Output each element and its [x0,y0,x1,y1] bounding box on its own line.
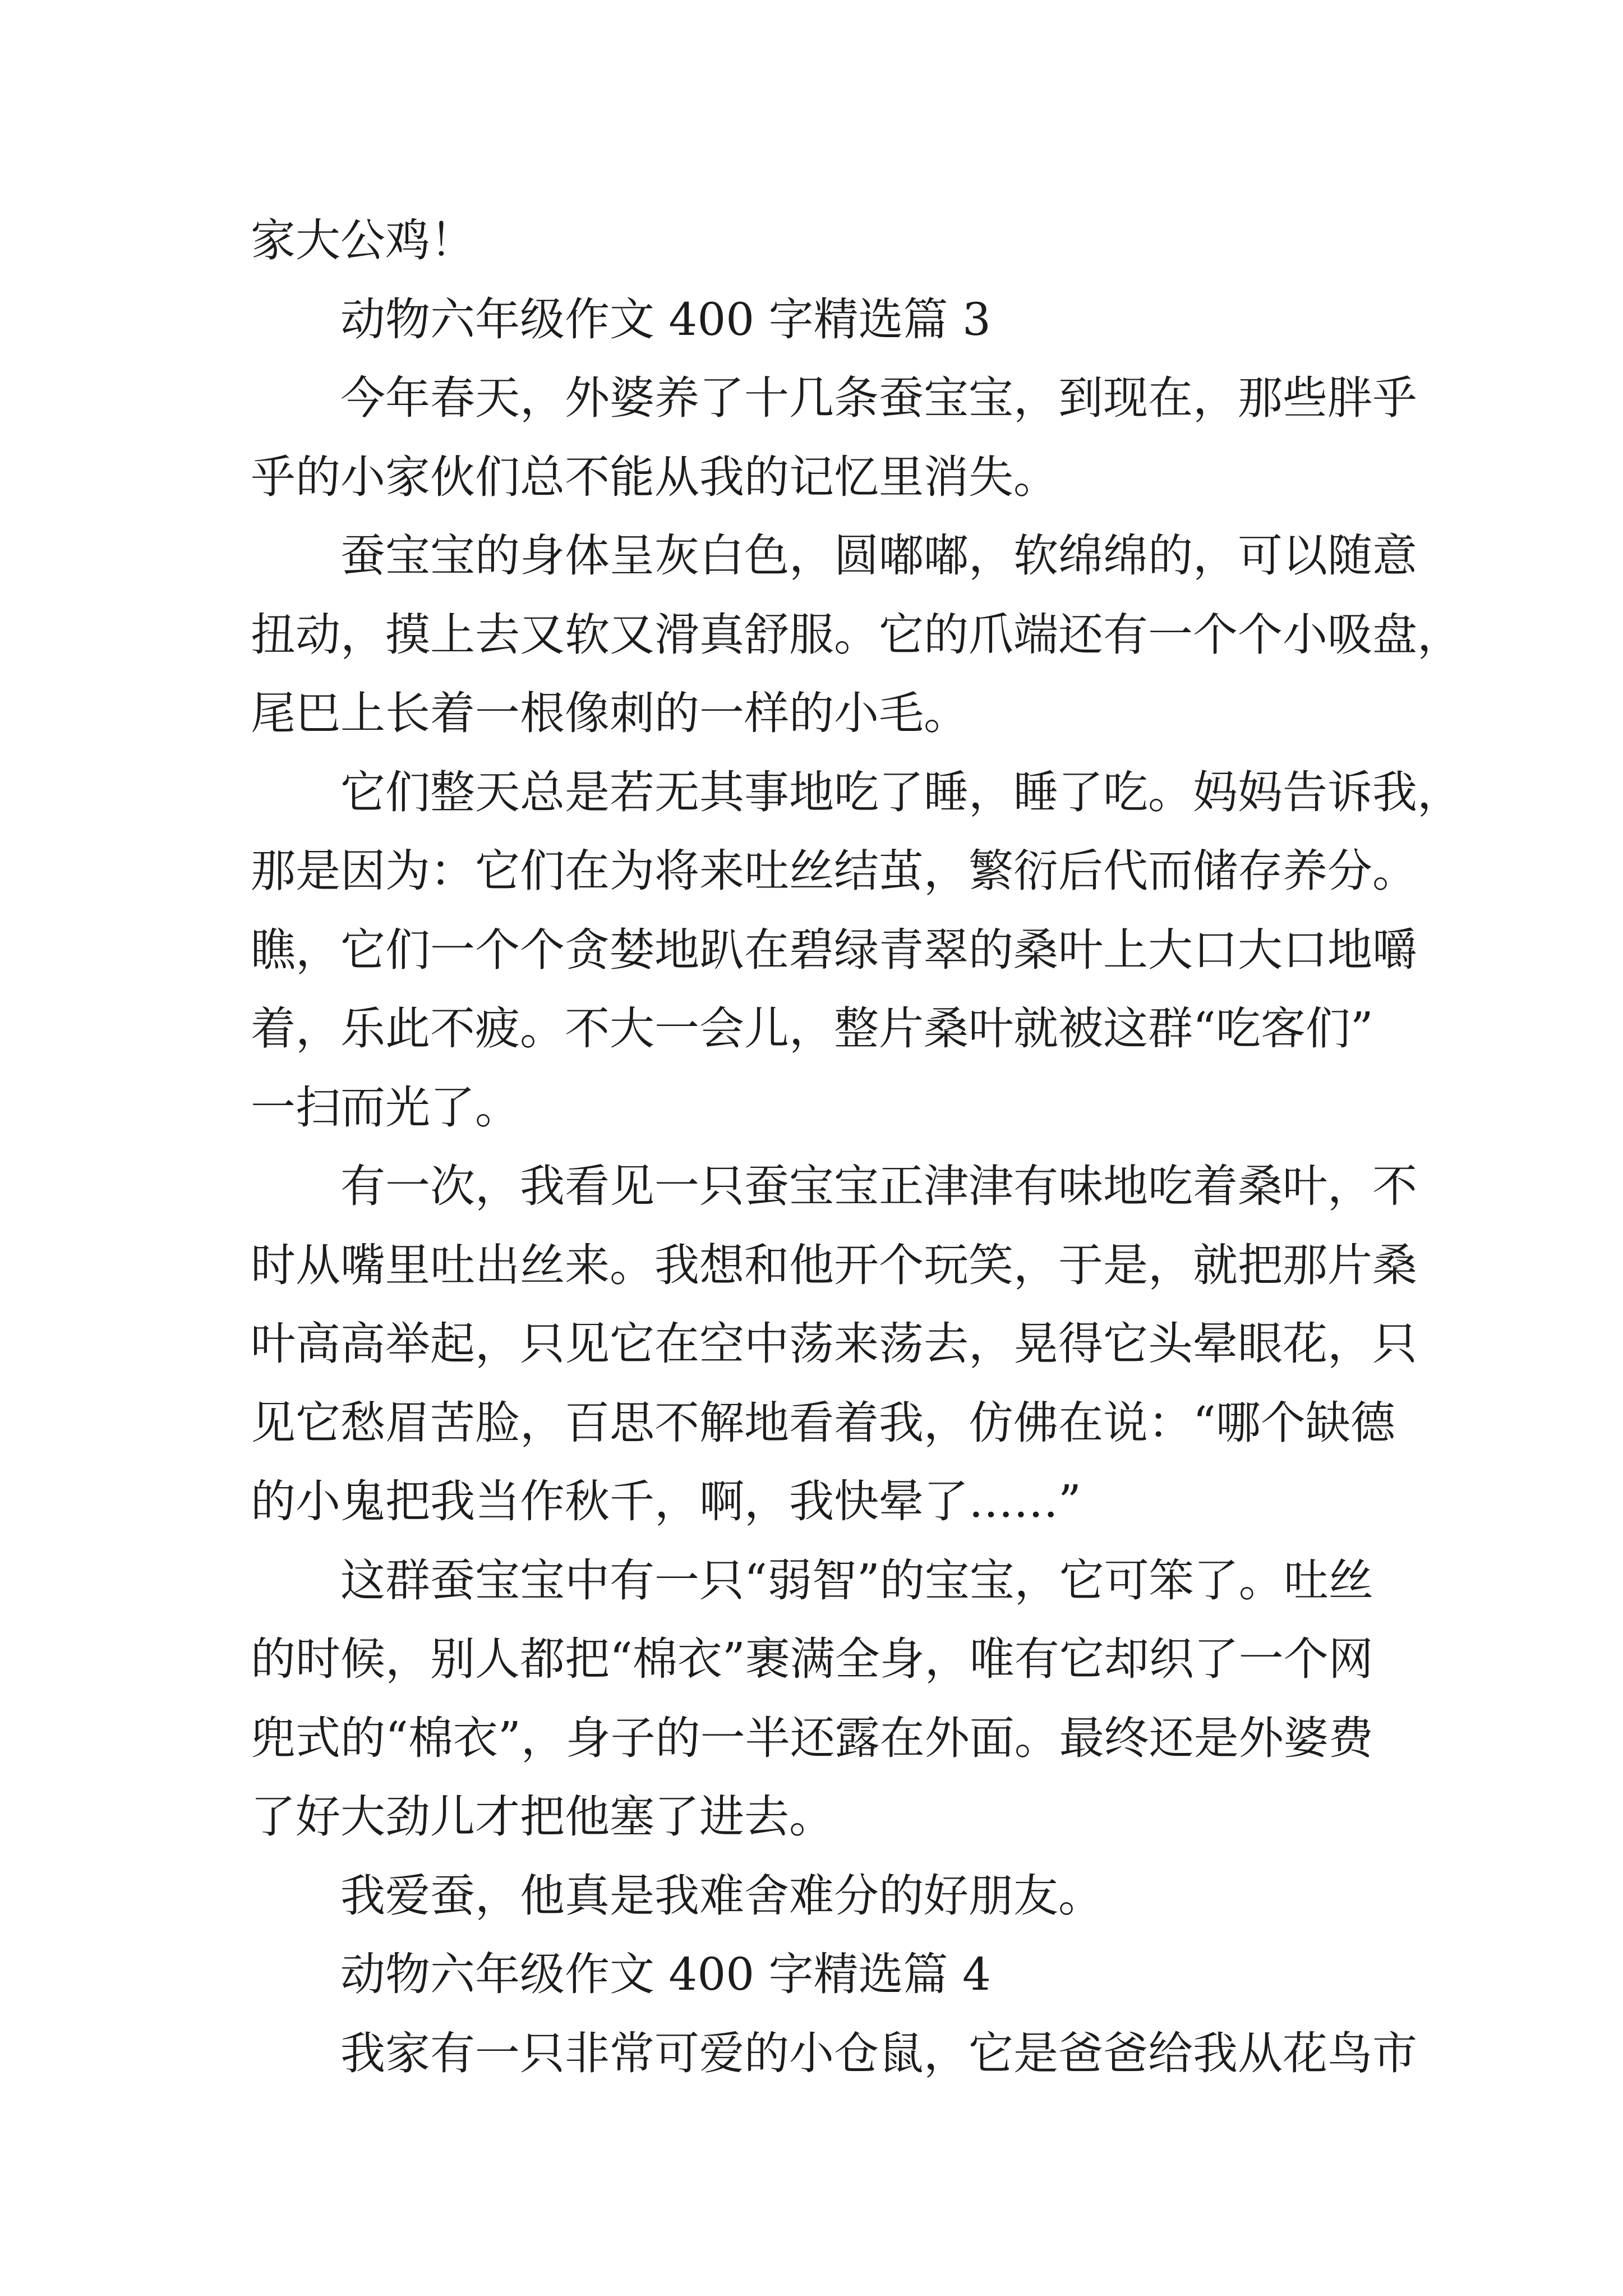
text-line: 我爱蚕，他真是我难舍难分的好朋友。 [340,1869,1103,1922]
text-line: 兜式的“棉衣”，身子的一半还露在外面。最终还是外婆费 [251,1711,1373,1764]
text-line: 家大公鸡！ [251,214,475,266]
text-line: 扭动，摸上去又软又滑真舒服。它的爪端还有一个个小吸盘， [251,608,1462,661]
text-line: 的时候，别人都把“棉衣”裹满全身，唯有它却织了一个网 [251,1633,1373,1685]
text-line: 的小鬼把我当作秋千，啊，我快晕了……” [251,1475,1081,1527]
section-heading: 动物六年级作文 400 字精选篇 3 [340,293,991,346]
text-line: 瞧，它们一个个贪婪地趴在碧绿青翠的桑叶上大口大口地嚼 [251,923,1417,976]
text-line: 了好大劲儿才把他塞了进去。 [251,1791,834,1843]
text-line: 那是因为：它们在为将来吐丝结茧，繁衍后代而储存养分。 [251,845,1417,897]
text-line: 有一次，我看见一只蚕宝宝正津津有味地吃着桑叶，不 [340,1160,1417,1212]
text-line: 着，乐此不疲。不大一会儿，整片桑叶就被这群“吃客们” [251,1002,1373,1055]
text-line: 这群蚕宝宝中有一只“弱智”的宝宝，它可笨了。吐丝 [340,1554,1373,1607]
text-line: 见它愁眉苦脸，百思不解地看着我，仿佛在说：“哪个缺德 [251,1396,1395,1449]
text-line: 时从嘴里吐出丝来。我想和他开个玩笑，于是，就把那片桑 [251,1239,1417,1291]
text-line: 一扫而光了。 [251,1081,520,1134]
text-line: 叶高高举起，只见它在空中荡来荡去，晃得它头晕眼花，只 [251,1318,1417,1370]
text-line: 今年春天，外婆养了十几条蚕宝宝，到现在，那些胖乎 [340,372,1417,424]
text-line: 蚕宝宝的身体呈灰白色，圆嘟嘟，软绵绵的，可以随意 [340,530,1417,582]
text-line: 我家有一只非常可爱的小仓鼠，它是爸爸给我从花鸟市 [340,2027,1417,2079]
text-line: 乎的小家伙们总不能从我的记忆里消失。 [251,450,1058,503]
section-heading: 动物六年级作文 400 字精选篇 4 [340,1948,991,2000]
text-line: 尾巴上长着一根像刺的一样的小毛。 [251,687,969,739]
document-body [251,201,1541,2093]
text-line: 它们整天总是若无其事地吃了睡，睡了吃。妈妈告诉我， [340,766,1462,818]
